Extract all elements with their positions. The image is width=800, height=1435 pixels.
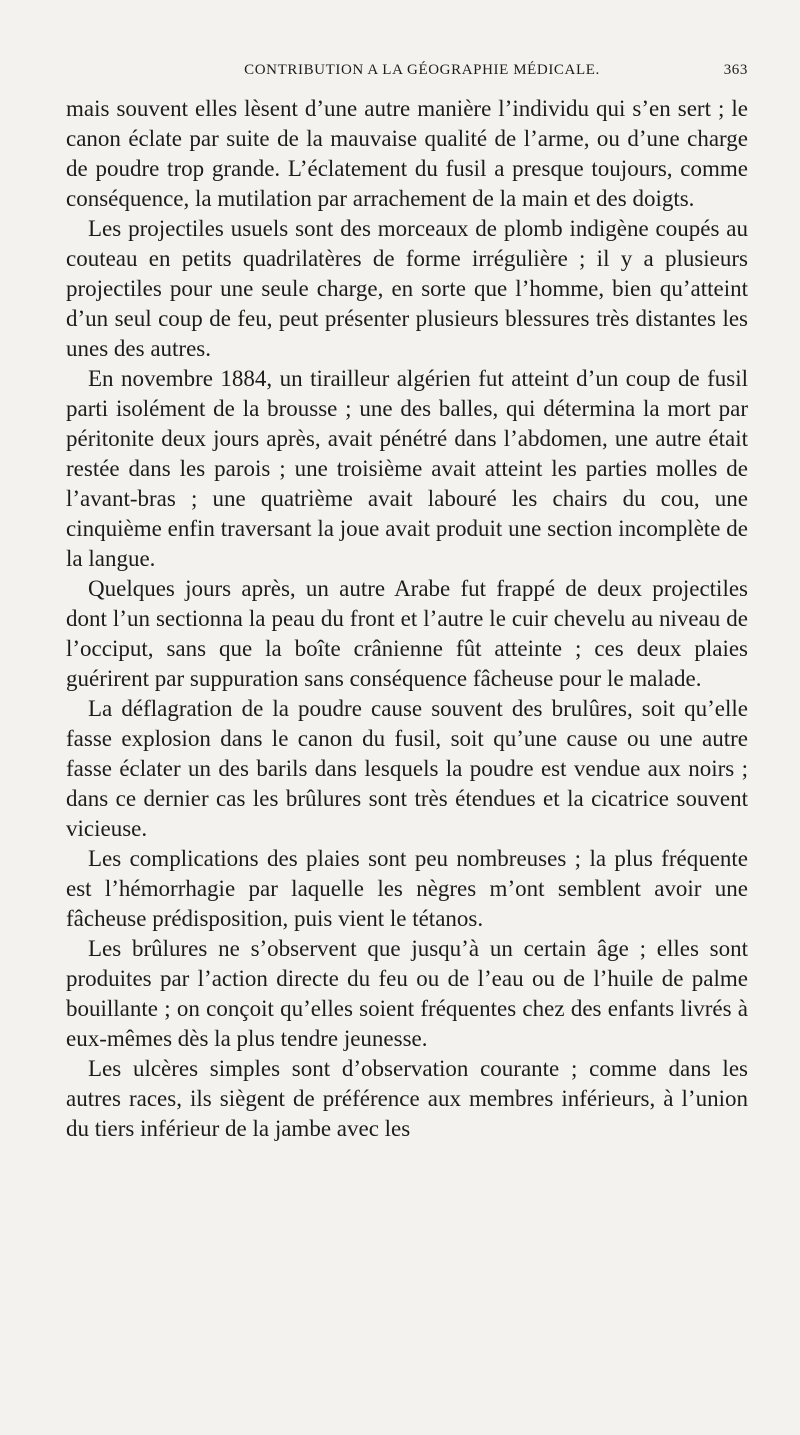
running-header (66, 62, 748, 94)
paragraph: mais souvent elles lèsent d’une autre manière l’individu qui s’en sert ; le canon éclate par suite de la mauvaise qualité de l’arme, ou d’une charge de poudre trop grande. L’éclatement du fusil a presque toujours, comme conséquence, la mutilation par arrachement de la main et des doigts. (66, 96, 748, 211)
paragraph: La déflagration de la poudre cause souvent des brulûres, soit qu’elle fasse explosion dans le canon du fusil, soit qu’une cause ou une autre fasse éclater un des barils dans lesquels la poudre est vendue aux noirs ; dans ce dernier cas les brûlures sont très étendues et la cicatrice souvent vicieuse. (66, 696, 748, 841)
paragraph: En novembre 1884, un tirailleur algérien fut atteint d’un coup de fusil parti isolément de la brousse ; une des balles, qui détermina la mort par péritonite deux jours après, avait pénétré dans l’abdomen, une autre était restée dans les parois ; une troisième avait atteint les parties molles de l’avant-bras ; une quatrième avait labouré les chairs du cou, une cinquième enfin traversant la joue avait produit une section incomplète de la langue. (66, 366, 748, 571)
body-text (66, 94, 748, 1144)
paragraph: Quelques jours après, un autre Arabe fut frappé de deux projectiles dont l’un sectionna la peau du front et l’autre le cuir chevelu au niveau de l’occiput, sans que la boîte crânienne fût atteinte ; ces deux plaies guérirent par suppuration sans conséquence fâcheuse pour le malade. (66, 576, 748, 691)
paragraph: Les brûlures ne s’observent que jusqu’à un certain âge ; elles sont produites par l’action directe du feu ou de l’eau ou de l’huile de palme bouillante ; on conçoit qu’elles soient fréquentes chez des enfants livrés à eux-mêmes dès la plus tendre jeunesse. (66, 936, 748, 1051)
page-number: 363 (723, 62, 748, 78)
running-title: CONTRIBUTION A LA GÉOGRAPHIE MÉDICALE. (244, 62, 600, 78)
paragraph: Les complications des plaies sont peu nombreuses ; la plus fréquente est l’hémorrhagie par laquelle les nègres m’ont semblent avoir une fâcheuse prédisposition, puis vient le tétanos. (66, 846, 748, 931)
paragraph: Les ulcères simples sont d’observation courante ; comme dans les autres races, ils siègent de préférence aux membres inférieurs, à l’union du tiers inférieur de la jambe avec les (66, 1056, 748, 1141)
paragraph: Les projectiles usuels sont des morceaux de plomb indigène coupés au couteau en petits quadrilatères de forme irrégulière ; il y a plusieurs projectiles pour une seule charge, en sorte que l’homme, bien qu’atteint d’un seul coup de feu, peut présenter plusieurs blessures très distantes les unes des autres. (66, 216, 748, 361)
